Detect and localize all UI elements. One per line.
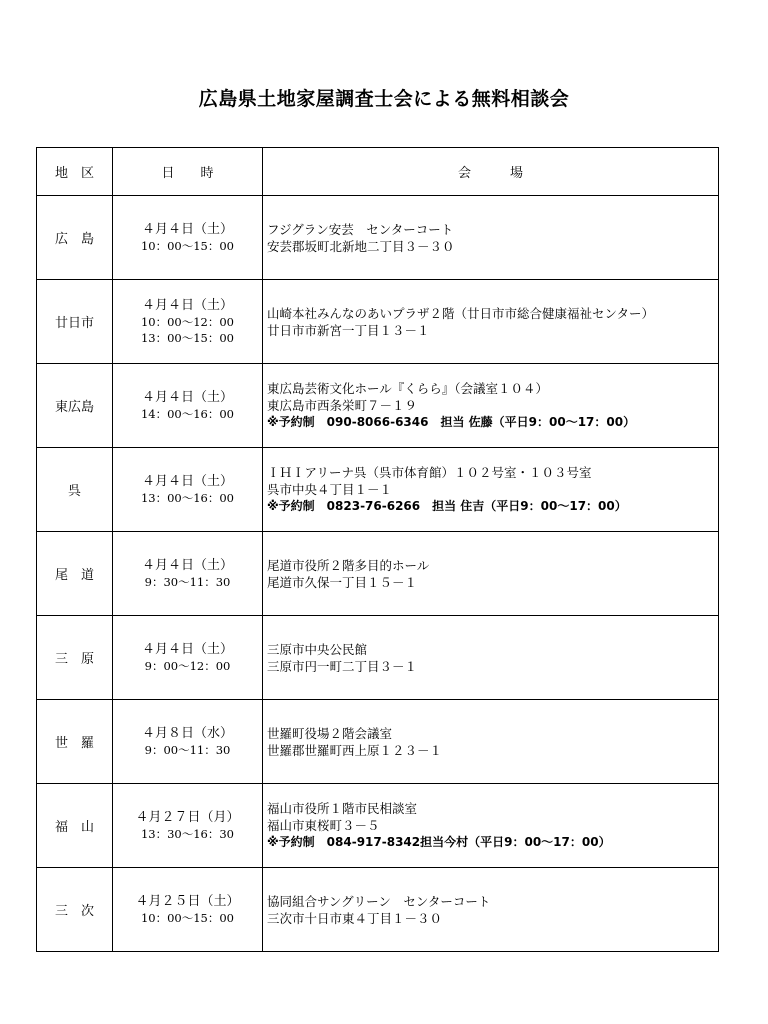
table-row <box>37 196 719 280</box>
venue-name: 三原市中央公民館 <box>267 641 368 657</box>
venue-cell <box>263 364 719 448</box>
area-cell: 三 次 <box>37 868 113 952</box>
area-cell: 三 原 <box>37 616 113 700</box>
venue-name: 世羅町役場２階会議室 <box>267 725 393 741</box>
table-row <box>37 700 719 784</box>
venue-address: 東広島市西条栄町７－１９ <box>267 398 418 413</box>
venue-cell <box>263 868 719 952</box>
venue-address: 世羅郡世羅町西上原１２３－１ <box>267 742 443 758</box>
header-area: 地 区 <box>37 148 113 196</box>
datetime-cell <box>113 196 263 280</box>
datetime-cell <box>113 700 263 784</box>
area-cell: 尾 道 <box>37 532 113 616</box>
area-cell: 広 島 <box>37 196 113 280</box>
event-date: ４月４日（土） <box>141 642 233 657</box>
venue-address: 尾道市久保一丁目１５－１ <box>267 574 418 590</box>
venue-name: 尾道市役所２階多目的ホール <box>267 557 430 573</box>
venue-cell <box>263 448 719 532</box>
event-time: 13：00～16：00 <box>140 491 235 505</box>
venue-address: 呉市中央４丁目１－１ <box>267 482 393 497</box>
venue-cell <box>263 280 719 364</box>
table-row <box>37 616 719 700</box>
venue-name: 福山市役所１階市民相談室 <box>267 801 418 816</box>
reservation-note: ※予約制 084-917-8342担当今村（平日9：00～17：00） <box>267 835 611 849</box>
venue-cell <box>263 700 719 784</box>
datetime-cell <box>113 448 263 532</box>
area-cell: 呉 <box>37 448 113 532</box>
table-row <box>37 868 719 952</box>
venue-address: 安芸郡坂町北新地二丁目３－３０ <box>267 238 455 254</box>
datetime-cell <box>113 280 263 364</box>
venue-cell <box>263 532 719 616</box>
venue-address: 三次市十日市東４丁目１－３０ <box>267 910 443 926</box>
event-date: ４月４日（土） <box>141 222 233 237</box>
venue-name: フジグラン安芸 センターコート <box>267 221 454 237</box>
event-time: 10：00～12：00 <box>140 315 235 329</box>
table-row <box>37 784 719 868</box>
venue-name: ＩＨＩアリーナ呉（呉市体育館）１０２号室・１０３号室 <box>267 465 592 480</box>
event-time: 14：00～16：00 <box>140 407 235 421</box>
venue-address: 廿日市市新宮一丁目１３－１ <box>267 322 430 338</box>
venue-name: 協同組合サングリーン センターコート <box>267 893 491 909</box>
table-row <box>37 532 719 616</box>
event-time: 13：00～15：00 <box>140 331 235 345</box>
datetime-cell <box>113 364 263 448</box>
venue-name: 東広島芸術文化ホール『くらら』（会議室１０４） <box>267 381 549 396</box>
area-cell: 廿日市 <box>37 280 113 364</box>
table-header-row <box>37 148 719 196</box>
table-row <box>37 364 719 448</box>
event-time: 10：00～15：00 <box>140 239 235 253</box>
venue-cell <box>263 196 719 280</box>
table-row <box>37 280 719 364</box>
datetime-cell <box>113 784 263 868</box>
event-date: ４月２５日（土） <box>135 894 240 909</box>
reservation-note: ※予約制 090-8066-6346 担当 佐藤（平日9：00～17：00） <box>267 415 636 429</box>
reservation-note: ※予約制 0823-76-6266 担当 住吉（平日9：00～17：00） <box>267 499 627 513</box>
event-date: ４月４日（土） <box>141 558 233 573</box>
area-cell: 世 羅 <box>37 700 113 784</box>
area-cell: 東広島 <box>37 364 113 448</box>
table-row <box>37 448 719 532</box>
datetime-cell <box>113 616 263 700</box>
event-date: ４月２７日（月） <box>135 810 240 825</box>
header-venue: 会 場 <box>263 148 719 196</box>
venue-address: 福山市東桜町３－５ <box>267 818 380 833</box>
datetime-cell <box>113 532 263 616</box>
venue-cell <box>263 616 719 700</box>
event-date: ４月４日（土） <box>141 390 233 405</box>
event-time: 9：30～11：30 <box>144 575 231 589</box>
event-date: ４月４日（土） <box>141 474 233 489</box>
event-date: ４月４日（土） <box>141 298 233 313</box>
event-time: 13：30～16：30 <box>140 827 235 841</box>
datetime-cell <box>113 868 263 952</box>
event-time: 10：00～15：00 <box>140 911 235 925</box>
area-cell: 福 山 <box>37 784 113 868</box>
consultation-schedule-table <box>36 147 719 952</box>
venue-cell <box>263 784 719 868</box>
event-time: 9：00～11：30 <box>144 743 231 757</box>
venue-address: 三原市円一町二丁目３－１ <box>267 658 418 674</box>
header-datetime: 日 時 <box>113 148 263 196</box>
venue-name: 山崎本社みんなのあいプラザ２階（廿日市市総合健康福祉センター） <box>267 305 655 321</box>
table-body <box>37 196 719 952</box>
event-time: 9：00～12：00 <box>144 659 231 673</box>
page-title: 広島県土地家屋調査士会による無料相談会 <box>198 88 570 110</box>
event-date: ４月８日（水） <box>141 726 233 741</box>
